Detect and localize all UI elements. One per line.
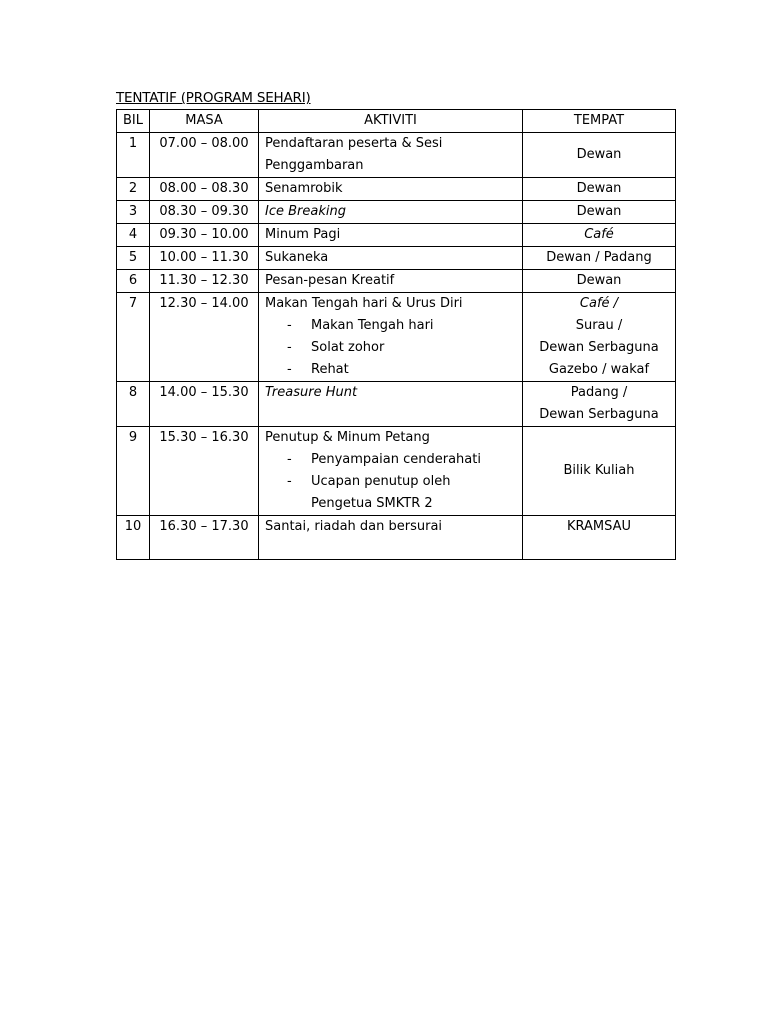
venue-line: Surau / [575,318,623,333]
cell-aktiviti [259,133,523,178]
table-row [117,201,676,224]
activity-text: Penutup & Minum Petang [265,430,430,445]
list-item [265,471,471,515]
dash-bullet: - [287,362,292,377]
header-aktiviti: AKTIVITI [259,110,523,133]
cell-masa: 12.30 – 14.00 [150,293,259,382]
list-item [265,449,516,471]
cell-aktiviti: Santai, riadah dan bersurai [259,516,523,560]
cell-tempat: Dewan [523,270,676,293]
cell-masa: 15.30 – 16.30 [150,427,259,516]
activity-text-line2: Penggambaran [265,158,364,173]
cell-bil: 2 [117,178,150,201]
venue-line: Dewan Serbaguna [539,407,659,422]
list-item [265,315,516,337]
cell-bil: 4 [117,224,150,247]
schedule-table [116,109,676,560]
dash-bullet: - [287,452,292,467]
cell-aktiviti [259,427,523,516]
cell-tempat: Café [523,224,676,247]
table-row [117,382,676,427]
table-row [117,224,676,247]
dash-bullet: - [287,340,292,355]
cell-masa: 16.30 – 17.30 [150,516,259,560]
list-item [265,359,516,381]
cell-masa: 11.30 – 12.30 [150,270,259,293]
table-row [117,178,676,201]
venue-line: Gazebo / wakaf [548,362,650,377]
sub-activity-text: Makan Tengah hari [311,318,434,333]
cell-tempat: Dewan [523,133,676,178]
header-bil: BIL [117,110,150,133]
table-row [117,270,676,293]
cell-tempat: Dewan / Padang [523,247,676,270]
dash-bullet: - [287,318,292,333]
list-item [265,337,516,359]
cell-masa: 08.30 – 09.30 [150,201,259,224]
cell-bil: 7 [117,293,150,382]
activity-text: Pendaftaran peserta & Sesi [265,136,443,151]
document-title: TENTATIF (PROGRAM SEHARI) [116,90,311,106]
dash-bullet: - [287,474,292,489]
cell-masa: 09.30 – 10.00 [150,224,259,247]
cell-aktiviti: Pesan-pesan Kreatif [259,270,523,293]
header-masa: MASA [150,110,259,133]
sub-activity-text: Penyampaian cenderahati [311,452,481,467]
cell-bil: 5 [117,247,150,270]
cell-aktiviti: Ice Breaking [259,201,523,224]
cell-tempat: Bilik Kuliah [523,427,676,516]
cell-tempat: Dewan [523,178,676,201]
cell-masa: 08.00 – 08.30 [150,178,259,201]
cell-tempat: Dewan [523,201,676,224]
venue-line: Dewan Serbaguna [539,340,659,355]
cell-tempat [523,382,676,427]
cell-bil: 9 [117,427,150,516]
cell-masa: 10.00 – 11.30 [150,247,259,270]
table-row [117,247,676,270]
cell-aktiviti [259,293,523,382]
cell-bil: 10 [117,516,150,560]
sub-activity-text: Ucapan penutup oleh Pengetua SMKTR 2 [311,474,451,511]
cell-aktiviti: Minum Pagi [259,224,523,247]
cell-bil: 6 [117,270,150,293]
cell-masa: 07.00 – 08.00 [150,133,259,178]
table-row [117,293,676,382]
venue-line: Café / [579,296,619,311]
sub-activity-list [265,449,516,515]
cell-bil: 1 [117,133,150,178]
cell-aktiviti: Treasure Hunt [259,382,523,427]
sub-activity-list [265,315,516,381]
cell-bil: 3 [117,201,150,224]
table-row [117,133,676,178]
cell-masa: 14.00 – 15.30 [150,382,259,427]
cell-aktiviti: Sukaneka [259,247,523,270]
cell-bil: 8 [117,382,150,427]
cell-aktiviti: Senamrobik [259,178,523,201]
activity-text: Makan Tengah hari & Urus Diri [265,296,463,311]
cell-tempat: KRAMSAU [523,516,676,560]
sub-activity-text: Rehat [311,362,349,377]
cell-tempat [523,293,676,382]
sub-activity-text: Solat zohor [311,340,385,355]
venue-line: Padang / [570,385,628,400]
table-header-row [117,110,676,133]
table-row [117,427,676,516]
table-row [117,516,676,560]
header-tempat: TEMPAT [523,110,676,133]
